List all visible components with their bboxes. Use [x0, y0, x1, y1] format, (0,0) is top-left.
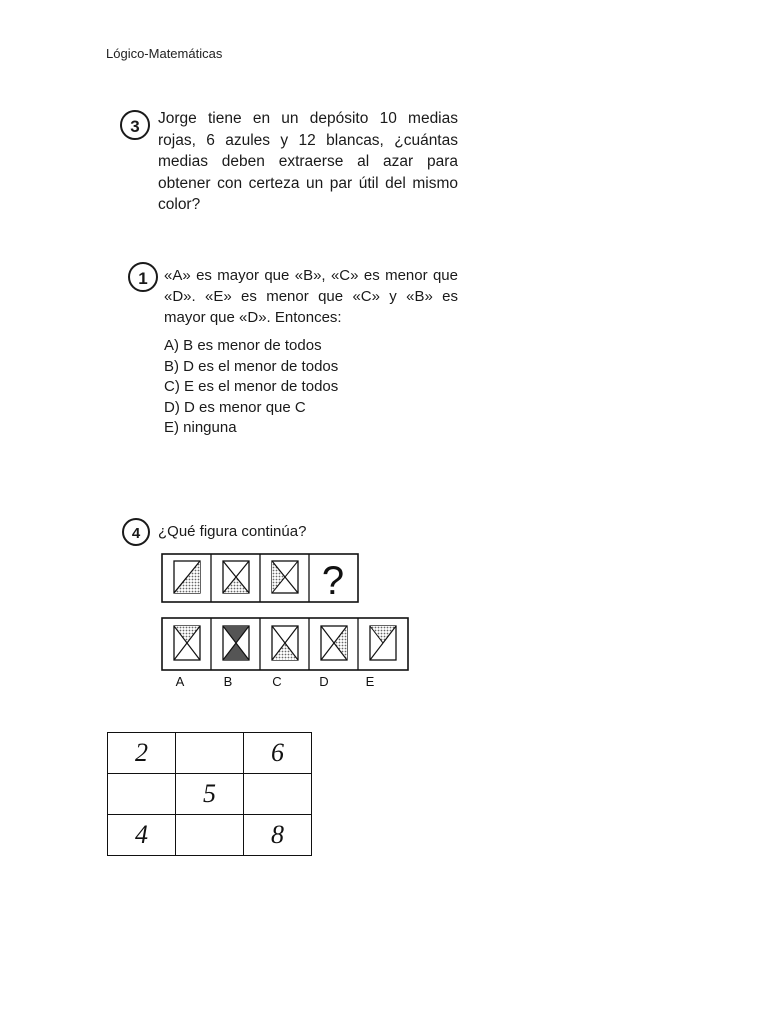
option-a: A) B es menor de todos: [164, 337, 322, 354]
answer-figure-e: [370, 626, 396, 660]
question-4-text: ¿Qué figura continúa?: [158, 523, 307, 540]
option-d: D) D es menor que C: [164, 398, 306, 416]
option-c: C) E es el menor de todos: [164, 378, 339, 395]
grid-cell: [244, 774, 312, 815]
option-b: B) D es el menor de todos: [164, 357, 339, 375]
number-grid: [107, 732, 312, 856]
question-4-number: 4: [122, 518, 150, 546]
question-3-text: Jorge tiene en un depósito 10 medias rojas, 6 azules y 12 blancas, ¿cuántas medias deben extraerse al azar para obtener con certeza un par útil del mismo color?: [158, 110, 458, 213]
grid-cell: 4: [108, 815, 176, 856]
answer-figure-b: [223, 626, 249, 660]
grid-cell: 2: [108, 733, 176, 774]
answer-figure-a: [174, 626, 200, 660]
answer-label-a: A: [175, 674, 185, 689]
answer-label-e: E: [365, 674, 375, 689]
question-1-number: 1: [128, 262, 158, 292]
answer-figure-d: [321, 626, 347, 660]
page-header-title: Lógico-Matemáticas: [106, 46, 223, 61]
answer-row: [162, 618, 408, 670]
grid-row: [108, 774, 312, 815]
figure-sequence-diagram: [122, 518, 442, 694]
grid-cell: [176, 733, 244, 774]
grid-row: [108, 733, 312, 774]
grid-cell: [176, 815, 244, 856]
question-1-text: «A» es mayor que «B», «C» es menor que «D». «E» es menor que «C» y «B» es mayor que «D». Entonces:: [164, 267, 458, 326]
answer-figure-c: [272, 626, 298, 660]
answer-label-c: C: [272, 674, 282, 689]
sequence-unknown-mark: ?: [321, 559, 345, 603]
option-e: E) ninguna: [164, 419, 237, 436]
answer-label-d: D: [319, 674, 329, 689]
grid-cell: [108, 774, 176, 815]
question-4: [122, 518, 442, 694]
grid-cell: 5: [176, 774, 244, 815]
grid-row: [108, 815, 312, 856]
answer-label-b: B: [223, 674, 233, 689]
question-3-number: 3: [120, 110, 150, 140]
question-1-options: [164, 336, 338, 439]
sequence-figure-3: [272, 561, 298, 593]
sequence-figure-1: [174, 561, 200, 593]
grid-cell: 8: [244, 815, 312, 856]
sequence-figure-2: [223, 561, 249, 593]
grid-cell: 6: [244, 733, 312, 774]
